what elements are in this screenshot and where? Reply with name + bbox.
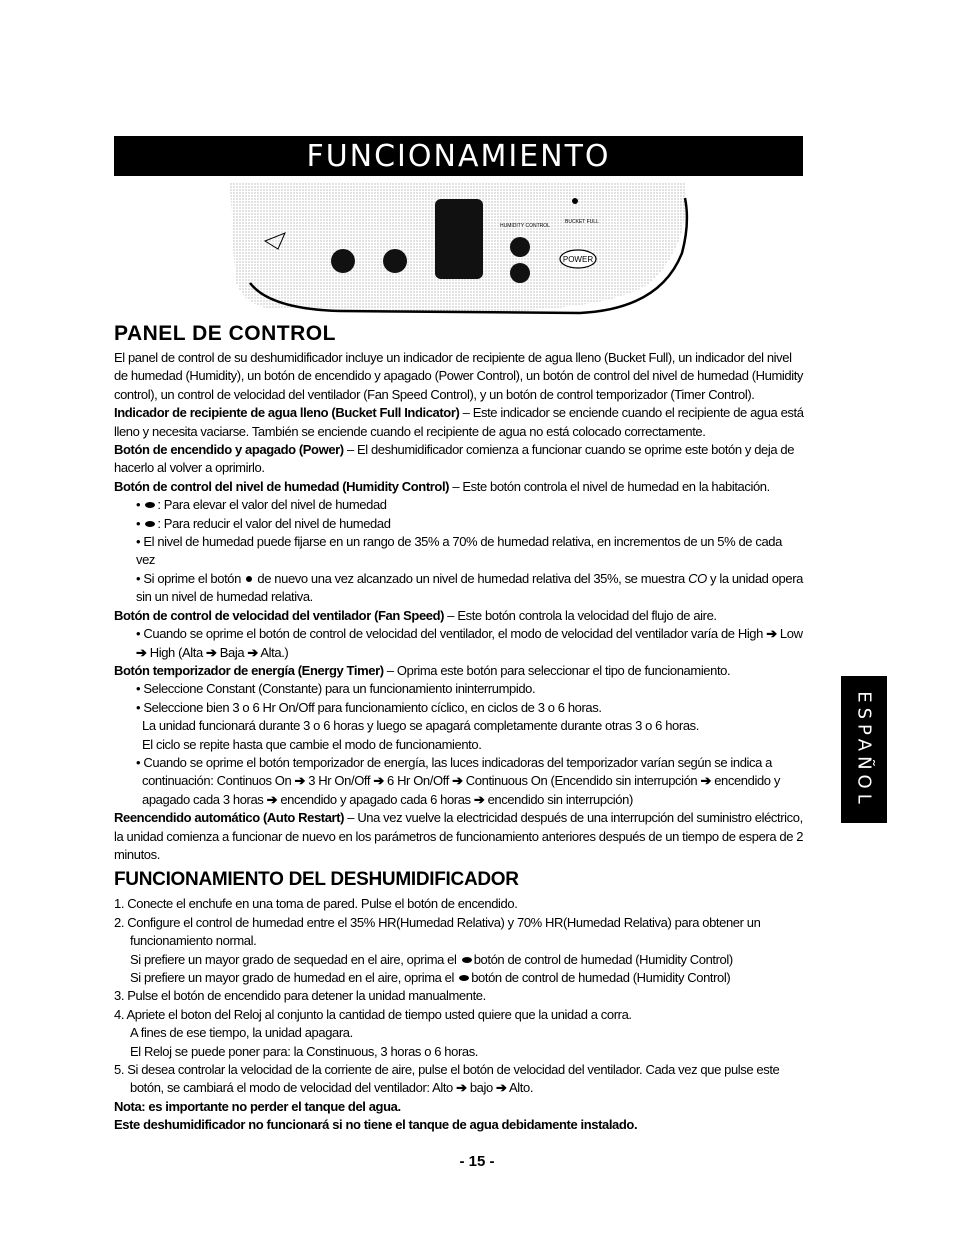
humidity-down-icon	[145, 521, 155, 527]
humidity-up-icon	[145, 502, 155, 508]
list-item: • Cuando se oprime el botón de control de velocidad del ventilador, el modo de velocidad del ventilador varía de High ➔ Low ➔ High (Alta ➔ Baja ➔ Alta.)	[136, 626, 803, 660]
power-label: POWER	[562, 255, 594, 264]
list-item-continuation: La unidad funcionará durante 3 o 6 horas y luego se apagará completamente durante otras 3 o 6 horas.	[142, 718, 699, 734]
list-item-continuation: El ciclo se repite hasta que cambie el modo de funcionamiento.	[142, 736, 482, 752]
section-heading-operation: FUNCIONAMIENTO DEL DESHUMIDIFICADOR	[114, 869, 519, 891]
step-4-note: El Reloj se puede poner para: la Constinuous, 3 horas o 6 horas.	[130, 1043, 479, 1059]
step-1: 1. Conecte el enchufe en una toma de pared. Pulse el botón de encendido.	[114, 896, 518, 912]
display-screen	[435, 199, 483, 279]
note-2: Este deshumidificador no funcionará si no tiene el tanque de agua debidamente instalado.	[114, 1117, 638, 1133]
power-paragraph: Botón de encendido y apagado (Power) – El deshumidificador comienza a funcionar cuando se oprime este botón y deja de hacerlo al volver a oprimirlo.	[114, 442, 795, 476]
step-3: 3. Pulse el botón de encendido para detener la unidad manualmente.	[114, 988, 486, 1004]
humidity-control-label: HUMIDITY CONTROL	[500, 223, 550, 229]
restart-paragraph: Reencendido automático (Auto Restart) – Una vez vuelve la electricidad después de una interrupción del suministro eléctrico, la unidad comienza a funcionar de nuevo en los parámetros de funcionamiento anteriores después de un tiempo de espera de 2 minutos.	[114, 810, 804, 862]
bucket-paragraph: Indicador de recipiente de agua lleno (Bucket Full Indicator) – Este indicador se enciende cuando el recipiente de agua está lleno y necesita vaciarse. También se enciende cuando el recipiente de agua no está colocado correctamente.	[114, 405, 804, 439]
humidity-up-button-graphic	[510, 237, 530, 257]
display-code: CO	[688, 570, 707, 586]
note-1: Nota: es importante no perder el tanque del agua.	[114, 1098, 401, 1114]
humidity-up-icon	[459, 975, 469, 981]
section-heading-panel: PANEL DE CONTROL	[114, 322, 336, 345]
humidity-paragraph: Botón de control del nivel de humedad (Humidity Control) – Este botón controla el nivel de humedad en la habitación.	[114, 478, 770, 494]
list-item: • El nivel de humedad puede fijarse en un rango de 35% a 70% de humedad relativa, en incrementos de un 5% de cada vez	[136, 534, 782, 568]
list-item: • Seleccione bien 3 o 6 Hr On/Off para funcionamiento cíclico, en ciclos de 3 o 6 horas.	[136, 699, 602, 715]
fan-paragraph: Botón de control de velocidad del ventilador (Fan Speed) – Este botón controla la velocidad del flujo de aire.	[114, 607, 717, 623]
list-item: • : Para reducir el valor del nivel de humedad	[136, 515, 391, 531]
humidity-down-button-graphic	[510, 263, 530, 283]
step-2-drier: Si prefiere un mayor grado de sequedad en el aire, oprima el botón de control de humedad (Humidity Control)	[130, 951, 733, 967]
language-label: ESPAÑOL	[853, 690, 875, 809]
button-graphic	[383, 249, 407, 273]
content	[114, 322, 804, 1135]
step-2: 2. Configure el control de humedad entre el 35% HR(Humedad Relativa) y 70% HR(Humedad Relativa) para obtener un funcionamiento normal.	[114, 914, 761, 949]
timer-paragraph: Botón temporizador de energía (Energy Timer) – Oprima este botón para seleccionar el tipo de funcionamiento.	[114, 662, 731, 678]
page-number: - 15 -	[459, 1153, 495, 1170]
language-side-tab	[841, 676, 887, 823]
power-button-graphic	[331, 249, 355, 273]
step-5: 5. Si desea controlar la velocidad de la corriente de aire, pulse el botón de velocidad del ventilador. Cada vez que pulse este botón, se cambiará el modo de velocidad del ventilador: Alto ➔ bajo ➔ Alto.	[114, 1062, 780, 1096]
bucket-full-label: BUCKET FULL	[565, 219, 599, 225]
list-item: • Seleccione Constant (Constante) para un funcionamiento ininterrumpido.	[136, 681, 536, 697]
humidity-down-icon	[462, 957, 472, 963]
intro-paragraph: El panel de control de su deshumidificador incluye un indicador de recipiente de agua lleno (Bucket Full), un indicador del nivel de humedad (Humidity), un botón de encendido y apagado (Power Control), un botón de control del nivel de humedad (Humidity control), un control de velocidad del ventilador (Fan Speed Control), y un botón de control temporizador (Timer Control).	[114, 350, 804, 402]
button-icon	[246, 576, 252, 582]
list-item: • Si oprime el botón de nuevo una vez alcanzado un nivel de humedad relativa del 35%, se muestra CO y la unidad opera sin un nivel de humedad relativa.	[136, 570, 803, 605]
step-4: 4. Apriete el boton del Reloj al conjunto la cantidad de tiempo usted quiere que la unidad a corra.	[114, 1006, 632, 1022]
list-item: • : Para elevar el valor del nivel de humedad	[136, 497, 387, 513]
step-2-wetter: Si prefiere un mayor grado de humedad en el aire, oprima el botón de control de humedad (Humidity Control)	[130, 970, 731, 985]
page-title: FUNCIONAMIENTO	[114, 136, 803, 176]
list-item: • Cuando se oprime el botón temporizador de energía, las luces indicadoras del temporizador varían según se indica a continuación: Continuos On ➔ 3 Hr On/Off ➔ 6 Hr On/Off ➔ Continuous On (Encendido sin interrupción ➔ encendido y apagado cada 3 horas ➔ encendido y apagado cada 6 horas ➔ encendido sin interrupción)	[136, 754, 780, 807]
step-4-note: A fines de ese tiempo, la unidad apagara.	[130, 1025, 353, 1041]
control-panel-illustration	[230, 183, 700, 318]
